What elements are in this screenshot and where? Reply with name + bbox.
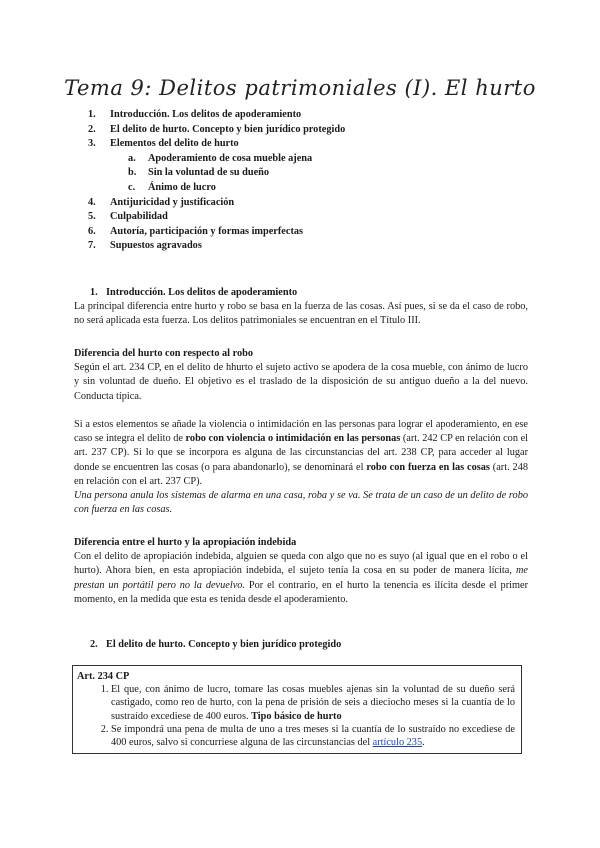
toc-number: 3. (88, 138, 96, 150)
toc-item (88, 225, 345, 240)
paragraph: La principal diferencia entre hurto y robo se basa en la fuerza de las cosas. Así pues, si se da el caso de robo, no será aplicada esta fuerza. Los delitos patrimoniales se encuentran en el Título III. (74, 301, 528, 327)
section-number: 1. (90, 287, 98, 298)
toc-number: 7. (88, 240, 96, 252)
bold-term: robo con violencia o intimidación en las personas (185, 433, 401, 445)
toc-number: a. (128, 152, 136, 164)
section-title: El delito de hurto. Concepto y bien jurídico protegido (106, 639, 342, 650)
subsection-apropiacion (74, 536, 528, 607)
toc-subitem (88, 152, 345, 167)
paragraph (74, 418, 528, 489)
text-run: Si a estos elementos se añade la violencia o intimidación en las personas para lograr el apoderamiento, en ese caso se integra el delito de (74, 419, 528, 445)
toc-label: Supuestos agravados (110, 240, 202, 252)
article-box (72, 665, 522, 754)
subsection-heading: Diferencia del hurto con respecto al robo (74, 348, 254, 359)
section-heading (74, 638, 528, 652)
section-number: 2. (90, 639, 98, 650)
toc-number: 6. (88, 225, 96, 237)
paragraph-block (74, 418, 528, 517)
article-235-link[interactable]: artículo 235 (372, 737, 423, 749)
paragraph: Según el art. 234 CP, en el delito de hhurto el sujeto activo se apodera de la cosa mueble, con ánimo de lucro y sin voluntad de dueño. El objetivo es el traslado de la disposición de su antiguo dueño a la del nuevo. Conducta típica. (74, 362, 528, 402)
toc-item (88, 196, 345, 211)
bold-term: Tipo básico de hurto (251, 710, 342, 722)
toc-label: Apoderamiento de cosa mueble ajena (148, 152, 313, 164)
toc-number: 4. (88, 196, 96, 208)
toc-number: 5. (88, 211, 96, 223)
section-2 (74, 638, 528, 652)
article-list (77, 683, 515, 749)
toc-label: El delito de hurto. Concepto y bien jurídico protegido (110, 123, 346, 135)
toc-label: Ánimo de lucro (148, 181, 216, 193)
text-run: (art. 248 en relación con el art. 237 CP). (74, 461, 528, 487)
italic-example: me prestan un portátil pero no la devuelvo. (74, 565, 528, 591)
toc-item (88, 108, 345, 123)
example-italic: Una persona anula los sistemas de alarma en una casa, roba y se va. Se trata de un caso de un delito de robo con fuerza en las cosas. (74, 490, 528, 516)
text-run: Se impondrá una pena de multa de uno a tres meses si la cuantía de lo sustraído no excediese de 400 euros, salvo si concurriese alguna de las circunstancias del (111, 723, 515, 749)
subsection-hurto-robo (74, 347, 528, 404)
bold-term: robo con fuerza en las cosas (366, 461, 490, 473)
toc-label: Elementos del delito de hurto (110, 138, 239, 150)
toc-subitem (88, 181, 345, 196)
toc-item (88, 123, 345, 138)
toc-label: Autoría, participación y formas imperfectas (110, 225, 304, 237)
article-item (111, 683, 515, 723)
text-run: Por el contrario, en el hurto la tenencia es ilícita desde el primer momento, en la medida que esta es tenida desde el apoderamiento. (74, 579, 528, 605)
subsection-heading: Diferencia entre el hurto y la apropiación indebida (74, 537, 297, 548)
text-run: . (422, 737, 425, 749)
toc-number: 1. (88, 109, 96, 120)
section-1 (74, 286, 528, 329)
text-run: El que, con ánimo de lucro, tomare las cosas muebles ajenas sin la voluntad de su dueño será castigado, como reo de hurto, con la pena de prisión de seis a dieciocho meses si la cuantía de lo sustraído excediese de 400 euros. (111, 684, 515, 722)
page-title: Tema 9: Delitos patrimoniales (I). El hurto (64, 76, 536, 100)
article-title: Art. 234 CP (77, 671, 130, 682)
toc-item (88, 137, 345, 152)
toc-label: Sin la voluntad de su dueño (148, 167, 270, 179)
text-run: Con el delito de apropiación indebida, alguien se queda con algo que no es suyo (al igual que en el robo o el hurto). Ahora bien, en esta apropiación indebida, el sujeto tenía la cosa en su poder de manera lícita, (74, 551, 528, 577)
article-item (111, 723, 515, 749)
table-of-contents (88, 108, 345, 254)
text-run: (art. 242 CP en relación con el art. 237 CP). Si lo que se incorpora es alguna de las circunstancias del art. 238 CP, para acceder al lugar donde se encuentren las cosas (o para abandonarlo), se denominará el (74, 433, 528, 473)
paragraph (74, 550, 528, 607)
toc-number: c. (128, 181, 136, 193)
toc-number: 2. (88, 123, 96, 135)
toc-label: Culpabilidad (110, 211, 168, 223)
toc-label: Introducción. Los delitos de apoderamiento (110, 109, 302, 120)
toc-item (88, 210, 345, 225)
toc-subitem (88, 166, 345, 181)
toc-item (88, 239, 345, 254)
section-title: Introducción. Los delitos de apoderamiento (106, 287, 298, 298)
toc-label: Antijuricidad y justificación (110, 196, 235, 208)
section-heading (74, 286, 528, 300)
toc-number: b. (128, 167, 137, 179)
